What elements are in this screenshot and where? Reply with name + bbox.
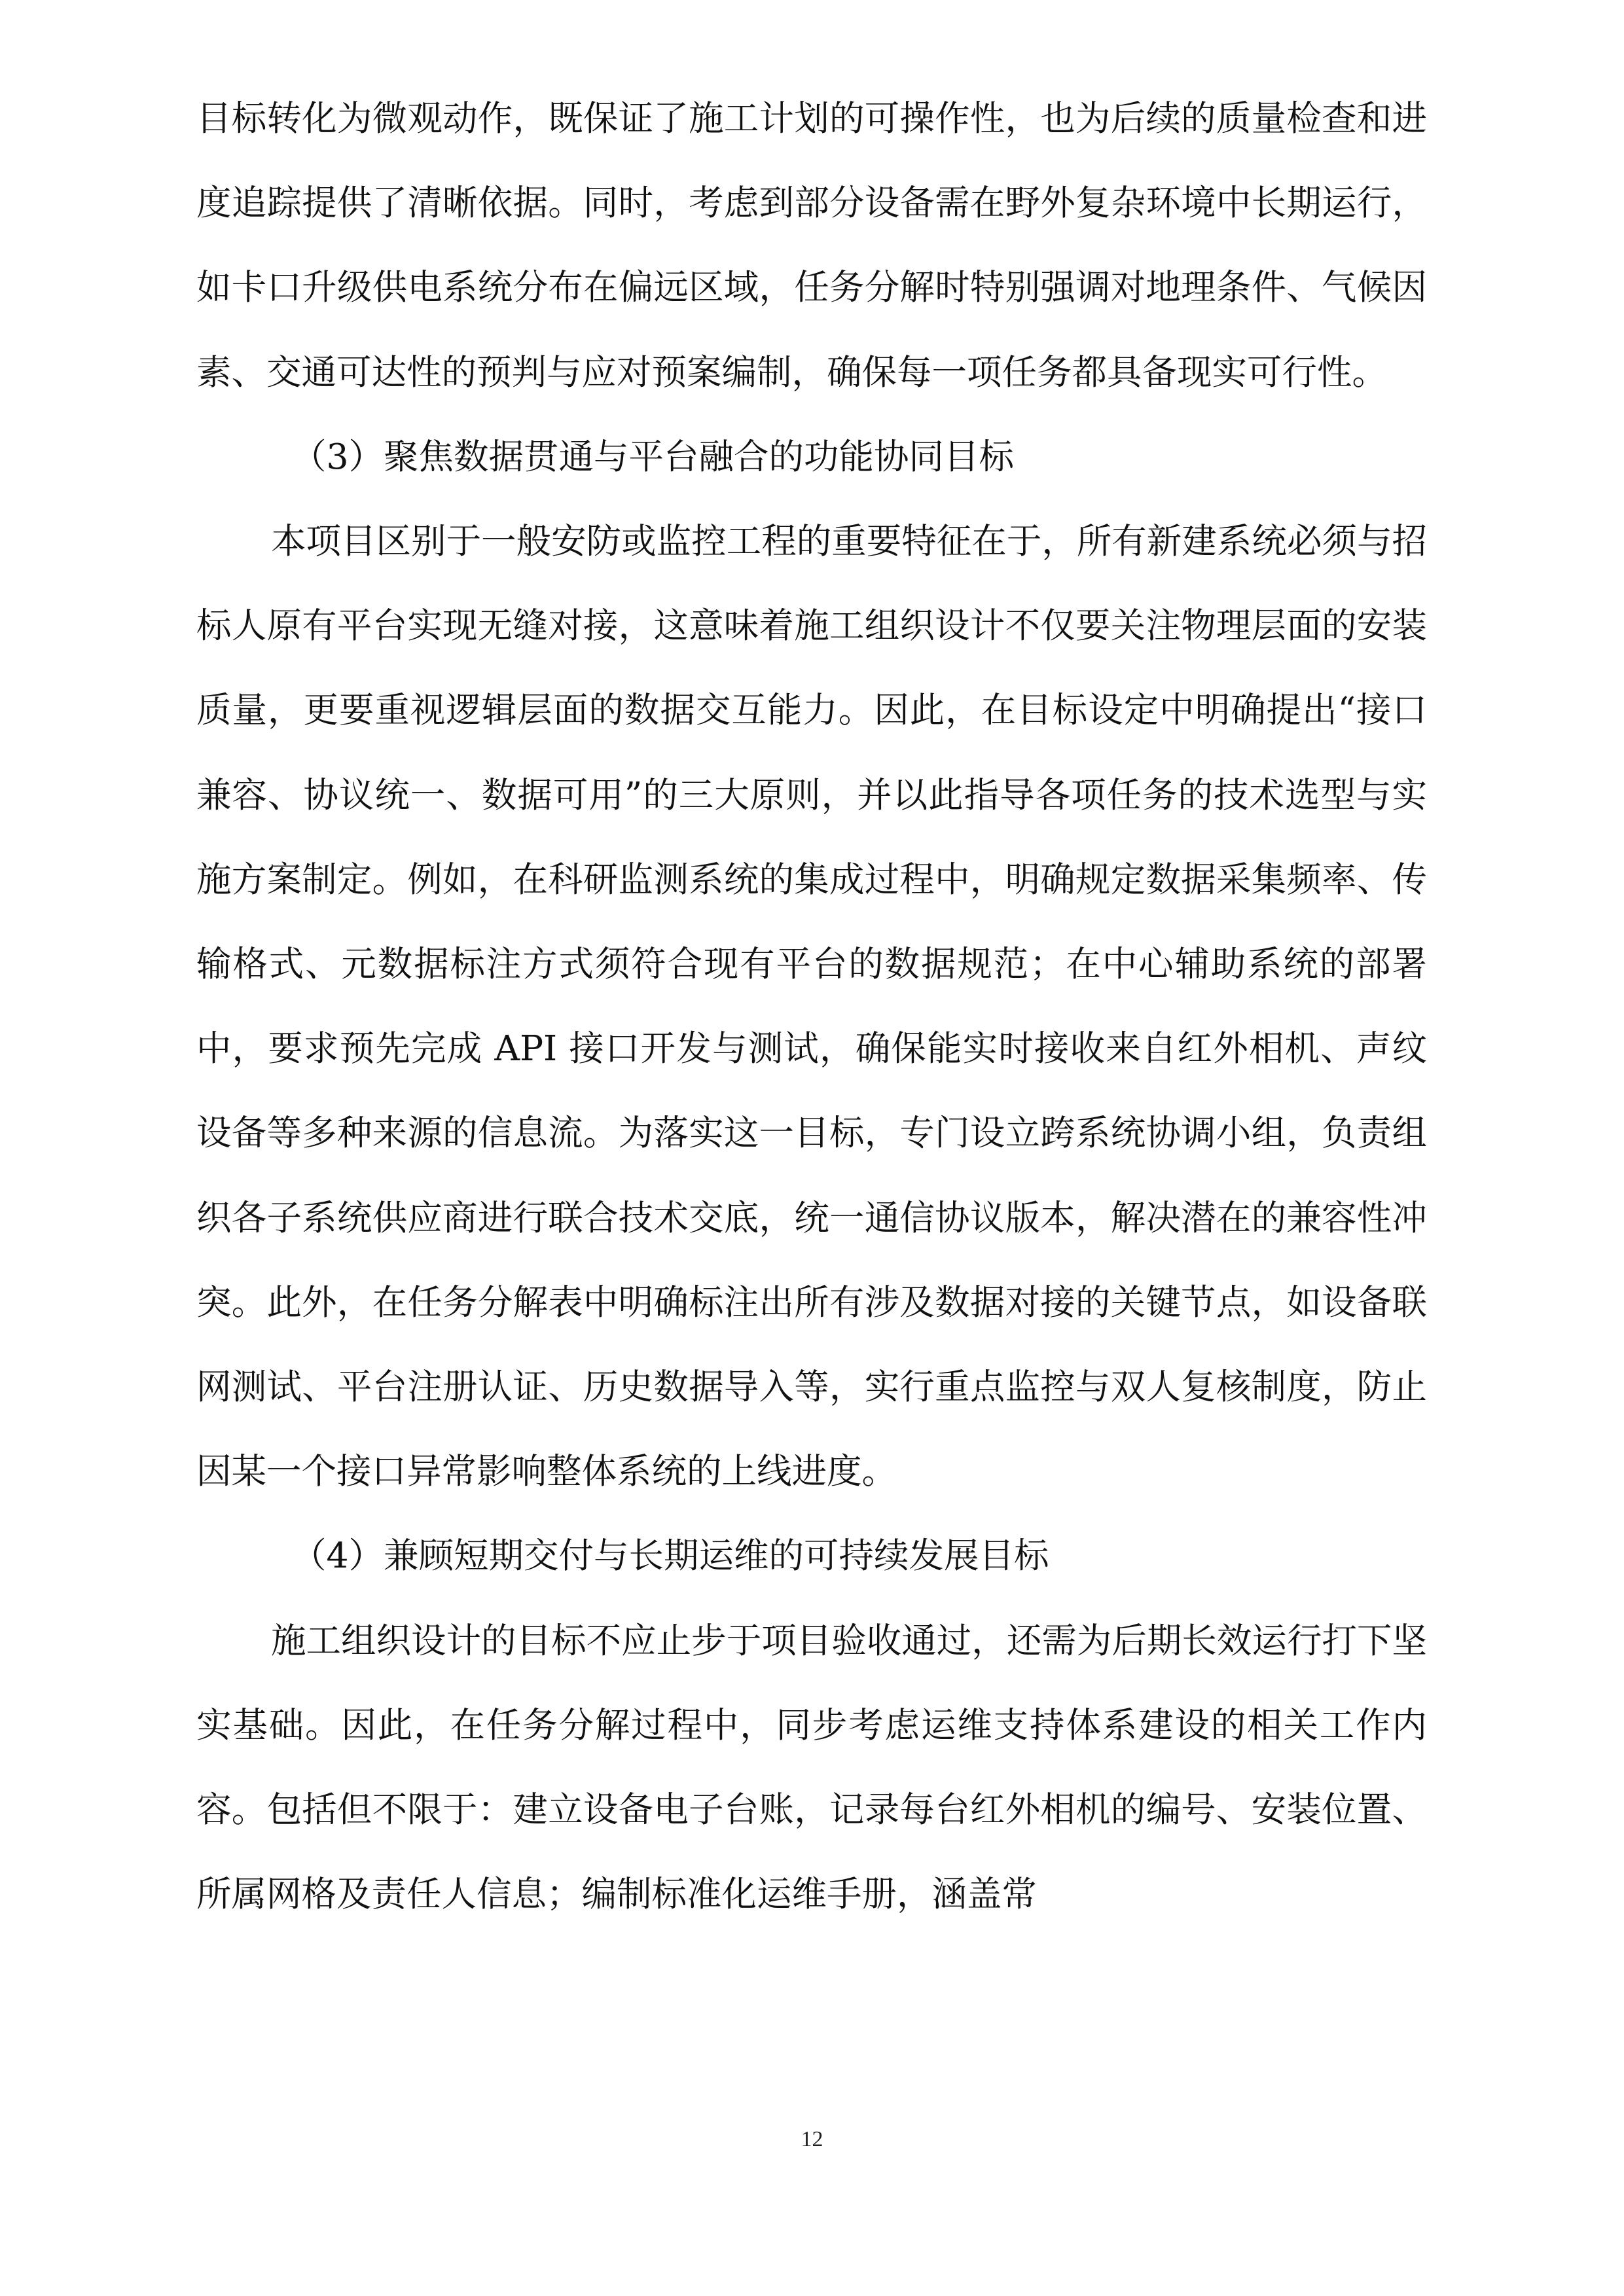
section-heading-3: （3）聚焦数据贯通与平台融合的功能协同目标	[291, 435, 1015, 477]
paragraph-sustainable-operation: 施工组织设计的目标不应止步于项目验收通过，还需为后期长效运行打下坚实基础。因此，在任务分解过程中，同步考虑运维支持体系建设的相关工作内容。包括但不限于：建立设备电子台账，记录每台红外相机的编号、安装位置、所属网格及责任人信息；编制标准化运维手册，涵盖常	[196, 1619, 1427, 1915]
page-number: 12	[801, 2127, 823, 2151]
text-body	[196, 76, 1427, 1936]
paragraph-data-integration: 本项目区别于一般安防或监控工程的重要特征在于，所有新建系统必须与招标人原有平台实现无缝对接，这意味着施工组织设计不仅要关注物理层面的安装质量，更要重视逻辑层面的数据交互能力。因此，在目标设定中明确提出“接口兼容、协议统一、数据可用”的三大原则，并以此指导各项任务的技术选型与实施方案制定。例如，在科研监测系统的集成过程中，明确规定数据采集频率、传输格式、元数据标注方式须符合现有平台的数据规范；在中心辅助系统的部署中，要求预先完成 API 接口开发与测试，确保能实时接收来自红外相机、声纹设备等多种来源的信息流。为落实这一目标，专门设立跨系统协调小组，负责组织各子系统供应商进行联合技术交底，统一通信协议版本，解决潜在的兼容性冲突。此外，在任务分解表中明确标注出所有涉及数据对接的关键节点，如设备联网测试、平台注册认证、历史数据导入等，实行重点监控与双人复核制度，防止因某一个接口异常影响整体系统的上线进度。	[196, 520, 1427, 1492]
section-heading-4: （4）兼顾短期交付与长期运维的可持续发展目标	[291, 1535, 1049, 1577]
paragraph-continuation: 目标转化为微观动作，既保证了施工计划的可操作性，也为后续的质量检查和进度追踪提供了清晰依据。同时，考虑到部分设备需在野外复杂环境中长期运行，如卡口升级供电系统分布在偏远区域，任务分解时特别强调对地理条件、气候因素、交通可达性的预判与应对预案编制，确保每一项任务都具备现实可行性。	[196, 98, 1427, 393]
